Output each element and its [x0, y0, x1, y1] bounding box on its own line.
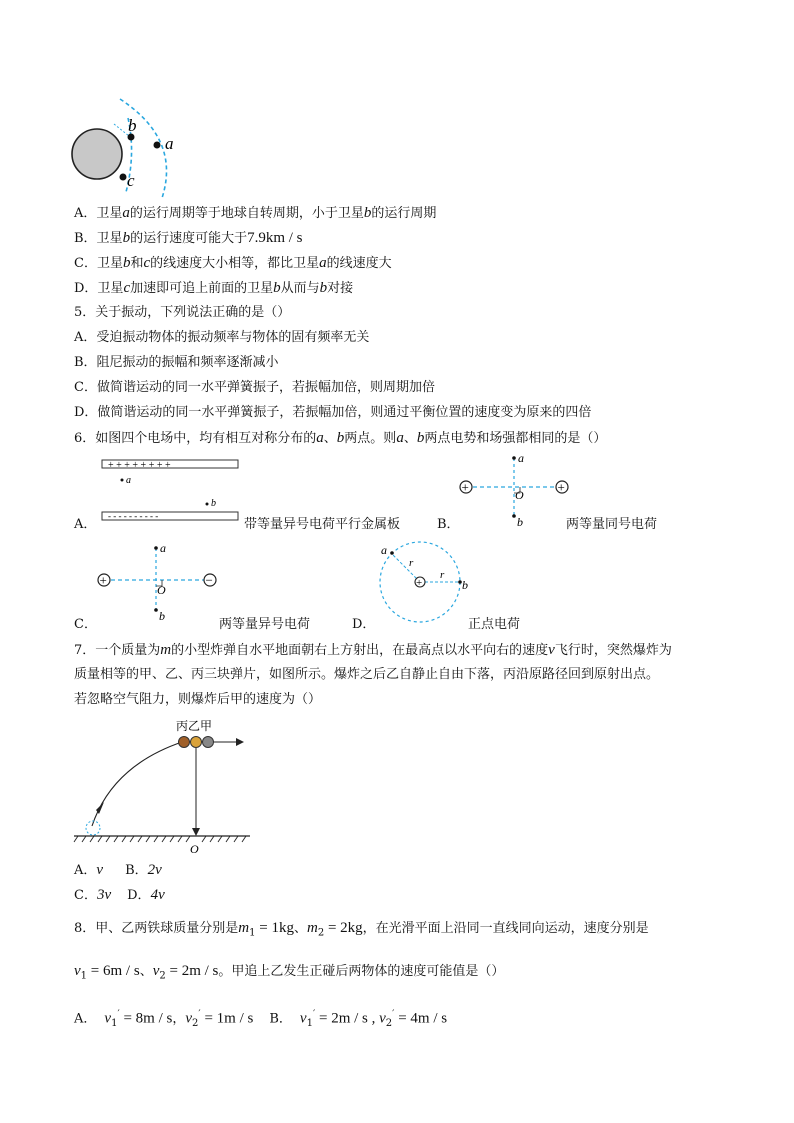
fragments-label: 丙乙甲 [176, 719, 213, 733]
q6-b-caption: 两等量同号电荷 [566, 517, 658, 532]
q7-options-cd: C．3v D．4v [74, 887, 165, 903]
label-a: a [165, 134, 174, 153]
q4-option-c: C．卫星b和c的线速度大小相等，都比卫星a的线速度大 [74, 255, 392, 271]
q6-c-letter: C． [74, 617, 97, 632]
q7-line-3: 若忽略空气阻力，则爆炸后甲的速度为（） [74, 692, 322, 707]
q4-option-b: B．卫星b的运行速度可能大于7.9km / s [74, 230, 303, 246]
charge-left-plus: + [461, 479, 469, 495]
pt-a: a [160, 541, 166, 555]
q5-option-c: C．做简谐运动的同一水平弹簧振子，若振幅加倍，则周期加倍 [74, 380, 435, 395]
q6-fig-d-point-charge [376, 540, 476, 630]
label-b: b [128, 116, 137, 135]
charge-plus: + [416, 577, 423, 589]
pt-b: b [462, 578, 468, 592]
q8-line-1: 8．甲、乙两铁球质量分别是$m_1 = 1kg$、$m_2 = 2kg$，在光滑平面上沿同一直线同向运动，速度分别是 [74, 920, 649, 939]
q5-option-b: B．阻尼振动的振幅和频率逐渐减小 [74, 355, 279, 370]
q4-option-a: A．卫星a的运行周期等于地球自转周期，小于卫星b的运行周期 [74, 205, 437, 221]
q8-line-2: $v_1 = 6m / s$、$v_2 = 2m / s$。甲追上乙发生正碰后两物体的速度可能值是（） [74, 963, 505, 982]
q4-option-d: D．卫星c加速即可追上前面的卫星b从而与b对接 [74, 280, 354, 296]
q5-option-a: A．受迫振动物体的振动频率与物体的固有频率无关 [74, 330, 370, 345]
q6-fig-c-opposite-charges [94, 540, 220, 622]
plate-top-charges: + + + + + + + + [108, 460, 171, 471]
q7-line-2: 质量相等的甲、乙、丙三块弹片，如图所示。爆炸之后乙自静止自由下落，丙沿原路径回到原射出点。 [74, 667, 660, 682]
q6-b-letter: B． [437, 517, 460, 532]
trajectory [92, 742, 182, 826]
satellite-c [120, 174, 127, 181]
q7-options-ab: A．v B．2v [74, 862, 162, 878]
q6-fig-a-plates [98, 456, 248, 528]
charge-left-plus: + [99, 572, 107, 588]
q7-projectile-figure [72, 716, 272, 858]
q5-option-d: D．做简谐运动的同一水平弹簧振子，若振幅加倍，则通过平衡位置的速度变为原来的四倍 [74, 405, 592, 420]
q6-stem: 6．如图四个电场中，均有相互对称分布的a、b两点。则a、b两点电势和场强都相同的是（） [74, 430, 607, 446]
fragment-jia [203, 737, 214, 748]
pt-b: b [159, 609, 165, 622]
q8-options-ab: A． $v_1' = 8m / s$，$v_2' = 1m / s$ B． $v_1' = 2m / s$ , $v_2' = 4m / s$ [74, 1009, 448, 1029]
pt-O: O [157, 583, 166, 597]
pt-b: b [517, 515, 523, 529]
q6-d-letter: D． [352, 617, 376, 632]
radius-r-1: r [409, 557, 414, 569]
q6-a-letter: A． [74, 517, 97, 532]
charge-right-plus: + [557, 479, 565, 495]
pt-a: a [518, 451, 524, 465]
satellite-orbit-figure [66, 94, 196, 198]
label-c: c [127, 171, 135, 190]
plate-bottom-charges: - - - - - - - - - - [108, 511, 159, 521]
radius-r-2: r [440, 569, 445, 581]
origin-O: O [190, 842, 199, 856]
pt-b: b [211, 498, 216, 509]
q6-c-caption: 两等量异号电荷 [219, 617, 311, 632]
q6-a-caption: 带等量异号电荷平行金属板 [244, 517, 401, 532]
earth-circle [72, 129, 122, 179]
q5-stem: 5．关于振动，下列说法正确的是（） [74, 305, 291, 320]
fragment-bing [179, 737, 190, 748]
pt-O: O [515, 488, 524, 502]
pt-a: a [381, 543, 387, 557]
charge-right-minus: − [205, 572, 213, 588]
fragment-yi [191, 737, 202, 748]
satellite-a [154, 142, 161, 149]
q6-fig-b-like-charges [454, 450, 574, 530]
q6-d-caption: 正点电荷 [468, 617, 521, 632]
q7-line-1: 7．一个质量为m的小型炸弹自水平地面朝右上方射出，在最高点以水平向右的速度v飞行时，突然爆炸为 [74, 642, 672, 658]
pt-a: a [126, 475, 131, 486]
